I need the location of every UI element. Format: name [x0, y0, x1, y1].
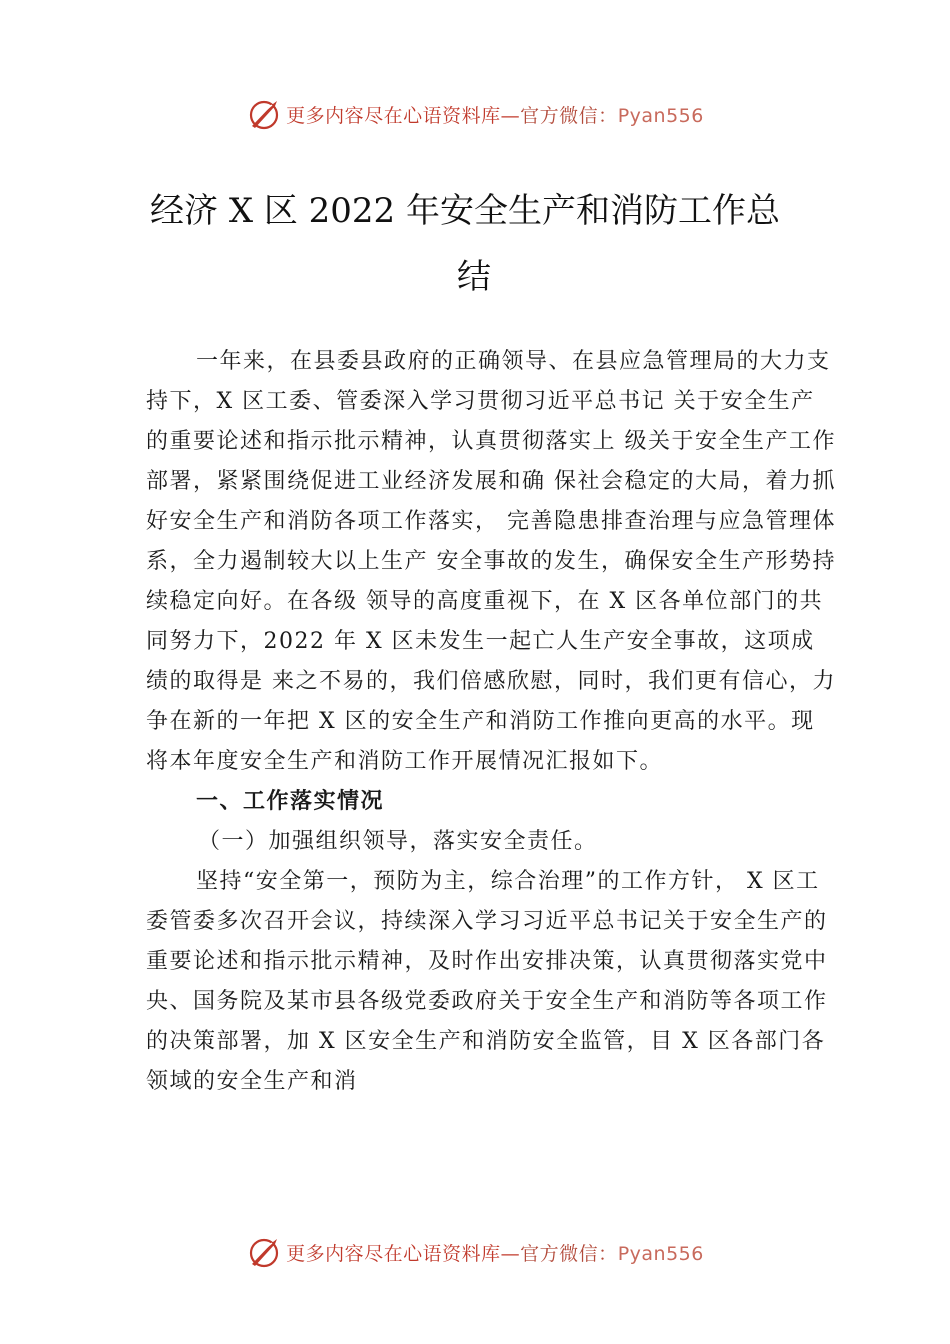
watermark-separator: —	[500, 1242, 521, 1265]
body-paragraph: 坚持“安全第一，预防为主，综合治理”的工作方针， X 区工委管委多次召开会议，持续深入学习习近平总书记关于安全生产的重要论述和指示批示精神，及时作出安排决策，认真贯彻落实党中央、国务院及某市县各级党委政府关于安全生产和消防等各项工作的决策部署，加 X 区安全生产和消防安全监管，目 X 区各部门各领域的安全生产和消	[146, 869, 828, 1094]
subsection-heading: （一）加强组织领导，落实安全责任。	[198, 829, 598, 854]
document-body	[146, 342, 836, 1102]
quill-pen-icon	[246, 96, 282, 132]
watermark-banner-top	[0, 94, 950, 134]
watermark-text: 更多内容尽在心语资料库	[286, 104, 501, 127]
watermark-text: 更多内容尽在心语资料库	[286, 1242, 501, 1265]
intro-paragraph: 一年来，在县委县政府的正确领导、在县应急管理局的大力支持下，X 区工委、管委深入学习贯彻习近平总书记 关于安全生产的重要论述和指示批示精神，认真贯彻落实上 级关于安全生产工作部署，紧紧围绕促进工业经济发展和确 保社会稳定的大局，着力抓好安全生产和消防各项工作落实， 完善隐患排查治理与应急管理体系，全力遏制较大以上生产 安全事故的发生，确保安全生产形势持续稳定向好。在各级 领导的高度重视下，在 X 区各单位部门的共同努力下，2022 年 X 区未发生一起亡人生产安全事故，这项成绩的取得是 来之不易的，我们倍感欣慰，同时，我们更有信心，力争在新的一年把 X 区的安全生产和消防工作推向更高的水平。现将本年度安全生产和消防工作开展情况汇报如下。	[146, 349, 836, 774]
quill-pen-icon	[246, 1234, 282, 1270]
title-line-1: 经济 X 区 2022 年安全生产和消防工作总	[150, 191, 780, 231]
watermark-banner-bottom	[0, 1232, 950, 1272]
watermark-handle: Pyan556	[617, 1242, 704, 1265]
document-title	[0, 178, 950, 310]
watermark-separator: —	[500, 104, 521, 127]
section-heading: 一、工作落实情况	[196, 789, 385, 814]
watermark-wechat-label: 官方微信：	[520, 104, 618, 127]
watermark-handle: Pyan556	[617, 104, 704, 127]
title-line-2: 结	[457, 257, 491, 297]
watermark-wechat-label: 官方微信：	[520, 1242, 618, 1265]
